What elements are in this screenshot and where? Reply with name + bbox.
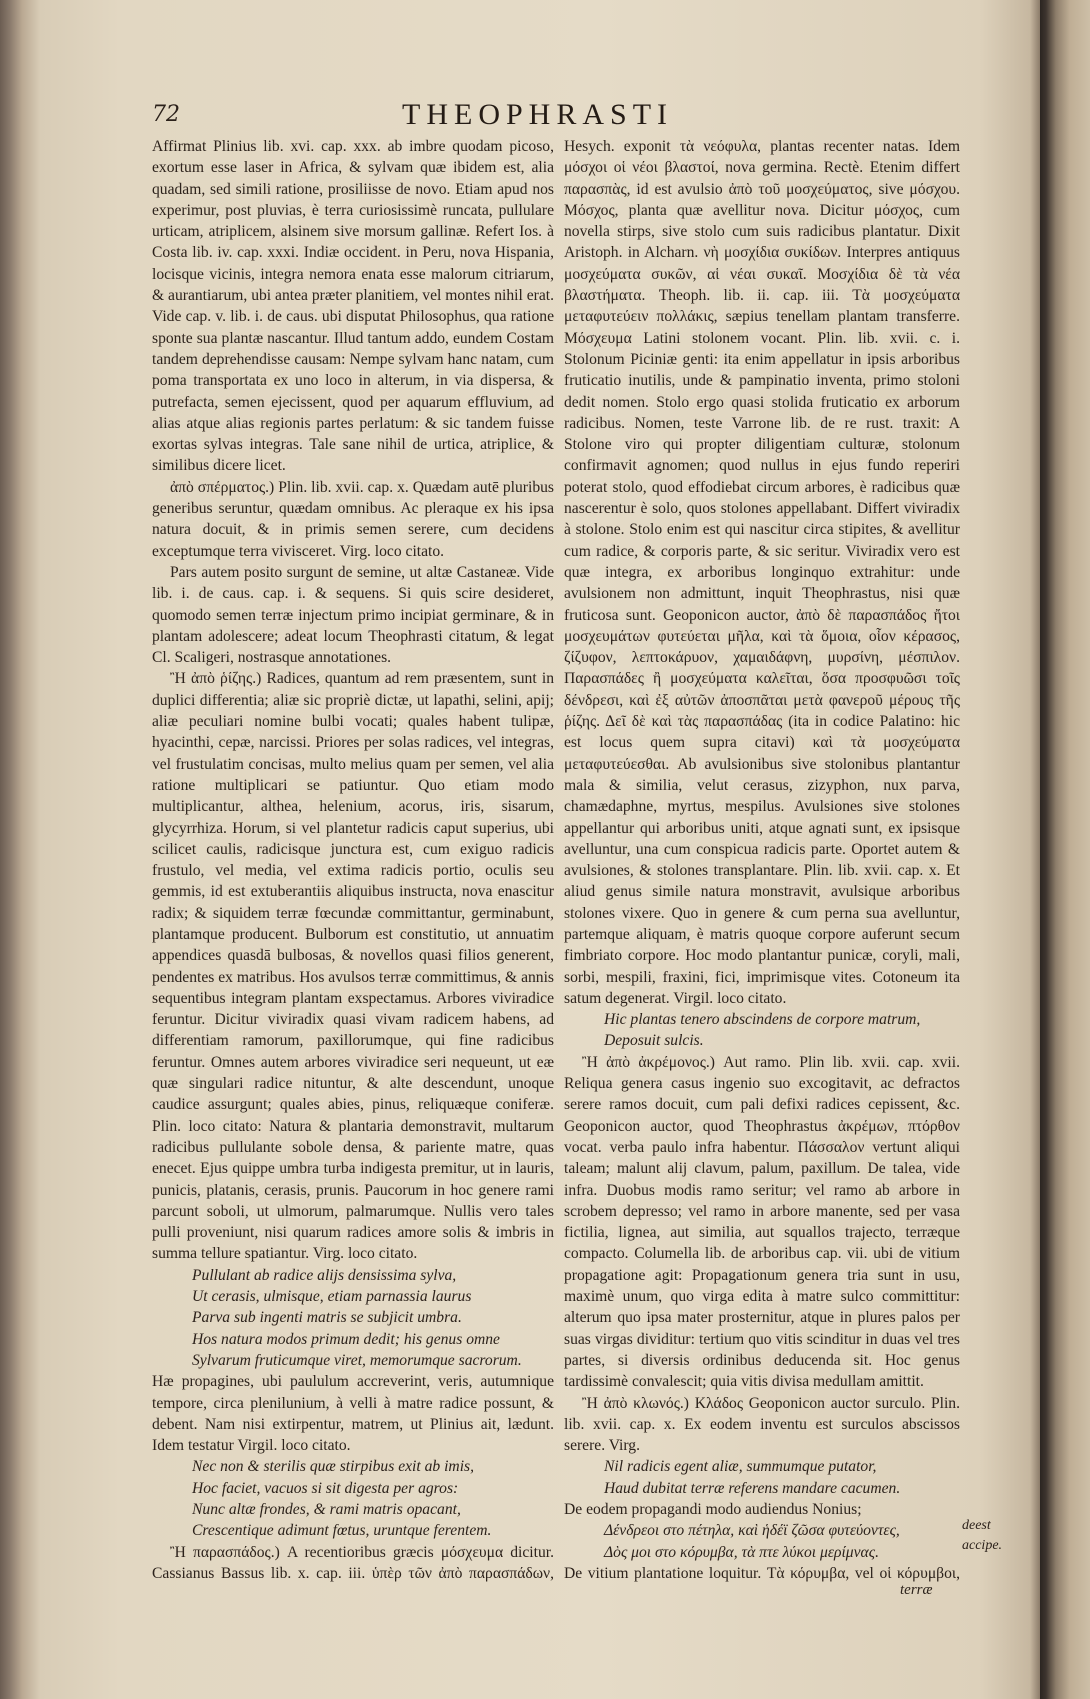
verse-line: Nunc altæ frondes, & rami matris opacant, [192, 1501, 461, 1518]
verse-line: Δένδρεοι στο πέτηλα, καὶ ἡδέϊ ζῶσα φυτεύοντες, [604, 1522, 900, 1540]
verse-line: Haud dubitat terræ referens mandare cacumen. [604, 1479, 901, 1497]
right-column [564, 136, 960, 1586]
catchword: terræ [900, 1582, 933, 1598]
verse-line: Parva sub ingenti matris se subjicit umbra. [192, 1309, 462, 1327]
margin-note: deest accipe. [962, 1518, 1003, 1553]
verse-line: Ut cerasis, ulmisque, etiam parnassia laurus [192, 1288, 472, 1306]
paragraph: Hæ propagines, ubi paululum accreverint, veris, autumnique tempore, circa plenilunium, à velli à matre radice possunt, & debent. Nam nisi extirpentur, matrem, ut Plinius ait, lædunt. Idem testatur Virgil. loco citato. [152, 1373, 554, 1455]
paragraph: Ἢ ἀπὸ ῥίζης.) Radices, quantum ad rem præsentem, sunt in duplici differentia; aliæ sic propriè dictæ, ut lapathi, selini, apij; aliæ peculiari nomine bulbi vocati; quales habent tulipæ, hyacinthi, cepæ, narcissi. Priores per solas radices, vel integras, vel frustulatim concisas, multo melius quam per semen, vel alia ratione multiplicari se patiuntur. Quo etiam modo multiplicantur, althea, helenium, acorus, iris, sisarum, glycyrrhiza. Horum, si vel plantetur radicis caput superius, ubi scilicet caulis, radicisque junctura est, cum exiguo radicis frustulo, vel media, vel extima radicis portio, oculis seu gemmis, id est extuberantiis aliquibus instructa, nova enascitur radix; & siquidem terræ fœcundæ committantur, germinabunt, plantamque producent. Bulborum est constitutio, ut annuatim appendices quasdā bulbosas, & novellos quasi filios generent, pendentes ex matribus. Hos avulsos terræ committimus, & annis sequentibus integram plantam exspectamus. Arbores viviradice feruntur. Dicitur viviradix quasi vivam radicem habens, ad differentiam ramorum, paxillorumque, qui fine radicibus feruntur. Omnes autem arbores viviradice seri nequeunt, ut eæ quæ singulari radice nituntur, & alte descendunt, unoque caudice assurgunt; quales abies, pinus, reliquæque coniferæ. Plin. loco citato: Natura & plantaria demonstravit, multarum radicibus pullulante sobole densa, & pariente matre, quas enecet. Ejus quippe umbra turba indigesta premitur, ut in lauris, punicis, platanis, cerasis, prunis. Paucorum in hoc genere rami parcunt soboli, ut ulmorum, palmarumque. Nullis vero tales pulli proveniunt, nisi quarum radices amore solis & imbris in summa tellure spatiantur. Virg. loco citato. [152, 670, 554, 1263]
page-header [152, 98, 1032, 138]
verse-line: Nil radicis egent aliæ, summumque putator, [604, 1458, 877, 1476]
paragraph: Affirmat Plinius lib. xvi. cap. xxx. ab imbre quodam picoso, exortum esse laser in Africa, & sylvam quæ ibidem est, alia quadam, sed simili ratione, prosiliisse de novo. Etiam apud nos experimur, post pluvias, è terra curiosissimè runcata, pullulare urticam, atriplicem, alsinem sive morsum gallinæ. Refert Ios. à Costa lib. iv. cap. xxxi. Indiæ occident. in Peru, nova Hispania, locisque vicinis, integra nemora enata esse malorum citriarum, & aurantiarum, ubi antea præter planitiem, vel montes nihil erat. Vide cap. v. lib. i. de caus. ubi disputat Philosophus, qua ratione sponte sua plantæ nascantur. Illud tantum addo, eundem Costam tandem deprehendisse causam: Nempe sylvam hanc natam, cum poma transportata ex uno loco in alterum, in via dispersa, & putrefacta, semen ejecissent, quod per aquarum effluvium, ad alias atque alias regionis partes perlatum: & sic tandem fuisse exortas sylvas integras. Tale sane nihil de urtica, atriplice, & similibus dicere licet. [152, 138, 554, 475]
verse-line: Hoc faciet, vacuos si sit digesta per agros: [192, 1479, 459, 1497]
paragraph: ἀπὸ σπέρματος.) Plin. lib. xvii. cap. x. Quædam autē pluribus generibus seruntur, quædam omnibus. Ac pleraque ex his ipsa natura docuit, & in primis semen serere, cum decidens exceptumque terra vivisceret. Virg. loco citato. [152, 478, 554, 560]
verse-line: Δὸς μοι στο κόρυμβα, τὰ πτε λύκοι μερίμνας. [604, 1543, 879, 1561]
page-number: 72 [152, 102, 180, 127]
paragraph: Pars autem posito surgunt de semine, ut altæ Castaneæ. Vide lib. i. de caus. cap. i. & sequens. Si quis scire desideret, quomodo semen terræ injectum primo incipiat germinare, & in plantam adolescere; adeat locum Theophrasti citatum, & legat Cl. Scaligeri, nostrasque annotationes. [152, 563, 554, 667]
verse-line: Hic plantas tenero abscindens de corpore matrum, [604, 1011, 921, 1029]
paragraph: Ἢ ἀπὸ κλωνός.) Κλάδος Geoponicon auctor surculo. Plin. lib. xvii. cap. x. Ex eodem inventu est surculos abscissos serere. Virg. [564, 1394, 960, 1455]
verse-line: Hos natura modos primum dedit; his genus omne [192, 1330, 500, 1348]
verse-line: Pullulant ab radice alijs densissima sylva, [192, 1266, 457, 1284]
paragraph: Ἢ ἀπὸ ἀκρέμονος.) Aut ramo. Plin lib. xvii. cap. xvii. Reliqua genera casus ingenio suo excogitavit, ac defractos serere ramos docuit, cum pali defixi radices cepissent, &c. Geoponicon auctor, quod Theophrastus ἀκρέμων, πτόρθον vocat. verba paulo infra habentur. Πάσσαλον vertunt aliqui taleam; malunt alij clavum, palum, paxillum. De talea, vide infra. Duobus modis ramo seritur; vel ramo ab arbore in scrobem depresso; vel ramo in arbore manente, sed per vasa fictilia, lignea, aut similia, aut squallos trajecto, terræque compacto. Columella lib. de arboribus cap. vii. ubi de vitium propagatione agit: Propagationum genera tria sunt in usu, maximè unum, quo virga edita à matre sulco committitur: alterum quo ipsa mater prosternitur, atque in plures palos per suas virgas dividitur: tertium quo vitis scinditur in duas vel tres partes, si diversis ordinibus deducenda sit. Hoc genus tardissimè convalescit; quia vitis divisa medullam amittit. [564, 1053, 960, 1391]
verse-line: Crescentique adimunt fœtus, uruntque ferentem. [192, 1522, 492, 1540]
left-column [152, 136, 554, 1586]
running-title: THEOPHRASTI [402, 98, 674, 131]
verse-line: Nec non & sterilis quæ stirpibus exit ab imis, [192, 1458, 474, 1476]
verse-line: Deposuit sulcis. [604, 1032, 704, 1050]
paragraph: Hesych. exponit τὰ νεόφυλα, plantas recenter natas. Idem μόσχοι οἱ νέοι βλαστοί, nova germina. Rectè. Etenim differt παρασπὰς, id est avulsio ἀπὸ τοῦ μοσχεύματος, sive μόσχου. Μόσχος, planta quæ avellitur nova. Dicitur μόσχος, cum novella stirps, sive stolo cum suis radicibus plantatur. Dixit Aristoph. in Alcharn. νὴ μοσχίδια συκίδων. Interpres antiquus μοσχεύματα συκῶν, αἱ νέαι συκαῖ. Μοσχίδια δὲ τὰ νέα βλαστήματα. Theoph. lib. ii. cap. iii. Τὰ μοσχεύματα μεταφυτεύειν πολλάκις, sæpius tenellam plantam transferre. Μόσχευμα Latini stolonem vocant. Plin. lib. xvii. c. i. Stolonum Piciniæ genti: ita enim appellatur in ipsis arboribus fruticatio inutilis, unde & pampinatio inventa, primo stoloni dedit nomen. Stolo ergo quasi stolida fruticatio ex arborum radicibus. Nomen, teste Varrone lib. de re rust. traxit: A Stolone viro qui propter diligentiam culturæ, stolonum confirmavit agnomen; quod nullus in ejus fundo reperiri poterat stolo, quod effodiebat circum arbores, è radicibus quæ nascerentur è solo, quos stolones appellabant. Differt viviradix à stolone. Stolo enim est qui nascitur circa stipites, & avellitur cum radice, & corporis parte, & sic seritur. Viviradix vero est quæ integra, ex arboribus longinquo extrahitur: unde avulsionem non admittunt, inquit Theophrastus, nisi quæ fruticosa sunt. Geoponicon auctor, ἀπὸ δὲ παρασπάδος ἤτοι μοσχευμάτων φυτεύεται μῆλα, καὶ τὰ ὅμοια, οἷον κέρασος, ζίζυφον, λεπτοκάρυον, χαμαιδάφνη, μυρσίνη, μέσπιλον. Παρασπάδες ἢ μοσχεύματα καλεῖται, ὅσα προσφυῶσι τοῖς δένδρεσι, καὶ ἐξ αὐτῶν ἀποσπᾶται μετὰ φανεροῦ μέρους τῆς ῥίζης. Δεῖ δὲ καὶ τὰς παρασπάδας (ita in codice Palatino: hic est locus quem supra citavi) καὶ τὰ μοσχεύματα μεταφυτεύεσθαι. Ab avulsionibus sive stolonibus plantantur mala & similia, velut cerasus, zizyphon, nux parva, chamædaphne, myrtus, mespilus. Avulsiones sive stolones appellantur qui arboribus uniti, atque agnati sunt, ex ipsisque avelluntur, una cum conspicua radicis parte. Oportet autem & avulsiones, & stolones transplantare. Plin. lib. xvii. cap. x. Et aliud genus simile natura monstravit, avulsique arboribus stolones vixere. Quo in genere & cum perna sua avelluntur, partemque aliquam, è matris quoque corpore auferunt secum fimbriato corpore. Hoc modo plantantur punicæ, coryli, mali, sorbi, mespili, fraxini, fici, imprimisque vites. Cotoneum ita satum degenerat. Virgil. loco citato. [564, 138, 960, 1007]
paragraph: Ἢ παρασπάδος.) A recentioribus græcis μόσχευμα dicitur. Cassianus Bassus lib. x. cap. iii. ὑπὲρ τῶν ἀπὸ παρασπάδων, [152, 1543, 554, 1582]
paragraph: De vitium plantatione loquitur. Τὰ κόρυμβα, vel οἱ κόρυμβοι, [564, 1564, 960, 1582]
next-page-edge [1040, 0, 1090, 1699]
verse-line: Sylvarum fruticumque viret, memorumque sacrorum. [192, 1351, 522, 1369]
paragraph: De eodem propagandi modo audiendus Nonius; [564, 1501, 862, 1518]
